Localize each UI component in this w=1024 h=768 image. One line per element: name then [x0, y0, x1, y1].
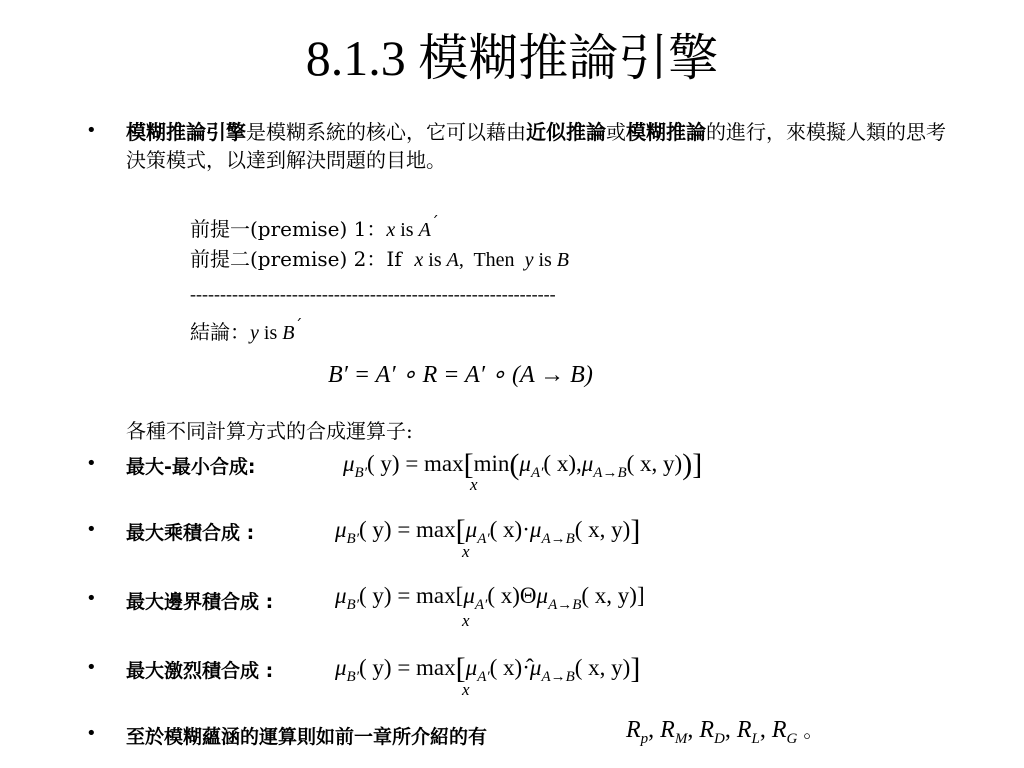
- premise-2-B: B: [556, 249, 570, 271]
- max-product-label: 最大乘積合成 :: [126, 522, 255, 544]
- max-subscript: x: [462, 680, 470, 699]
- eq-lhs: ( y) = max: [367, 451, 464, 476]
- R-symbol: R: [736, 717, 752, 743]
- premise-2: [190, 247, 569, 272]
- sub-AtoB: A→B: [593, 465, 627, 481]
- max-subscript: x: [470, 475, 478, 494]
- mu-symbol: μ: [463, 583, 475, 608]
- intro-term-engine: 模糊推論引擎: [126, 120, 246, 144]
- sub-D: D: [714, 731, 725, 747]
- premise-2-y: y: [524, 249, 534, 271]
- slide-title: 8.1.3 模糊推論引擎: [305, 30, 719, 86]
- bullet-dot: •: [86, 120, 97, 141]
- separator-dashes: -------------------------------------------------------------: [190, 284, 556, 304]
- eq-separator: ·̂: [522, 655, 530, 680]
- final-text: 至於模糊蘊涵的運算則如前一章所介紹的有: [126, 726, 488, 748]
- max-subscript: x: [462, 542, 470, 561]
- premise-2-then: , Then: [458, 249, 525, 271]
- sub-AtoB: A→B: [541, 669, 575, 685]
- mu-symbol: μ: [536, 583, 549, 608]
- intro-text-1: 是模糊系統的核心，它可以藉由: [246, 120, 526, 144]
- intro-term-approx: 近似推論: [526, 120, 606, 144]
- implication-operators: $R_p$, $R_M$, $R_D$, $R_L$, $R_G$ 。: [626, 717, 824, 747]
- eq-x: ( x): [489, 517, 523, 542]
- sub-Bprime: B′: [346, 531, 359, 547]
- mu-symbol: μ: [465, 517, 478, 542]
- bullet-dot: •: [86, 657, 97, 678]
- conclusion-y: y: [250, 322, 259, 344]
- sub-AtoB: A→B: [548, 597, 582, 613]
- premise-1-prefix: 前提一(premise) 1：: [190, 217, 387, 241]
- mu-symbol: μ: [529, 517, 542, 542]
- max-min-label: 最大-最小合成:: [126, 456, 256, 478]
- main-equation: B′ = A′ ∘ R = A′ ∘ (A → B): [328, 362, 593, 388]
- premise-1-is: is: [395, 219, 419, 241]
- drastic-product-label: 最大激烈積合成 :: [126, 660, 274, 682]
- sub-p: p: [640, 731, 649, 747]
- bullet-dot: •: [86, 723, 97, 744]
- premise-1-prime: ´: [430, 213, 439, 232]
- max-min-equation: $\mu_{B'}$( $y) = \max[\min(\mu_{A'}$( $x),\mu_{A\to B}$( x, y))]: [343, 448, 703, 481]
- premise-2-prefix: 前提二(premise) 2：If: [190, 247, 415, 271]
- mu-symbol: μ: [343, 451, 355, 476]
- R-symbol: R: [699, 717, 715, 743]
- conclusion: [190, 314, 302, 345]
- final-period: 。: [803, 718, 824, 742]
- conclusion-is: is: [258, 322, 283, 344]
- premise-1-A: A: [418, 219, 431, 241]
- sub-Aprime: A′: [477, 669, 490, 685]
- sub-Aprime: A′: [477, 531, 490, 547]
- intro-text-2: 的進行，來模擬人類的思考決策模式，以達到解決問題的目地。: [126, 120, 946, 172]
- premise-2-A: A: [446, 249, 459, 271]
- sub-AtoB: A→B: [541, 531, 575, 547]
- mu-symbol: μ: [335, 583, 347, 608]
- R-symbol: R: [771, 717, 787, 743]
- eq-x: ( x): [487, 583, 520, 608]
- sub-Aprime: A′: [530, 465, 544, 481]
- mu-symbol: μ: [529, 655, 542, 680]
- eq-separator: ·: [522, 517, 530, 542]
- sub-Bprime: B′: [346, 597, 359, 613]
- bullet-dot: •: [86, 588, 97, 609]
- conclusion-B: B: [282, 322, 295, 344]
- eq-x: ( x): [489, 655, 523, 680]
- intro-term-fuzzy: 模糊推論: [626, 120, 706, 144]
- max-subscript: x: [462, 611, 470, 630]
- premise-1-x: x: [386, 219, 396, 241]
- bounded-product-label: 最大邊界積合成 :: [126, 591, 274, 613]
- sub-Bprime: B′: [354, 465, 367, 481]
- conclusion-prime: ´: [294, 316, 303, 335]
- eq-lhs: ( y) = max: [359, 583, 456, 608]
- premise-2-is2: is: [533, 249, 557, 271]
- mu-symbol: μ: [519, 451, 531, 476]
- operators-intro: 各種不同計算方式的合成運算子:: [126, 419, 413, 443]
- eq-separator: Θ: [519, 583, 537, 608]
- premise-2-x: x: [414, 249, 424, 271]
- bounded-product-equation: $\mu_{B'}$( $y) = \max[\mu_{A'}$( $x)\Theta\mu_{A\to B}$( x, y)]: [335, 583, 645, 613]
- sub-L: L: [751, 731, 760, 747]
- eq-xy: ( x, y): [626, 451, 683, 476]
- min-operator: min: [473, 451, 510, 476]
- bullet-dot: •: [86, 453, 97, 474]
- intro-text-or: 或: [606, 120, 626, 144]
- sub-M: M: [674, 731, 688, 747]
- mu-symbol: μ: [465, 655, 478, 680]
- eq-lhs: ( y) = max: [359, 517, 456, 542]
- bullet-dot: •: [86, 519, 97, 540]
- premise-1: [190, 211, 439, 242]
- eq-x: ( x): [543, 451, 576, 476]
- R-symbol: R: [626, 717, 641, 743]
- eq-xy: ( x, y): [581, 583, 637, 608]
- eq-lhs: ( y) = max: [359, 655, 456, 680]
- max-product-equation: $\mu_{B'}$( $y) = \max[\mu_{A'}$( $x)\cdot\mu_{A\to B}$( x, y)]: [335, 514, 641, 547]
- R-symbol: R: [660, 717, 675, 743]
- drastic-product-equation: $\mu_{B'}$( $y) = \max[\mu_{A'}$( $x)\cdot̂\mu_{A\to B}$( x, y)]: [335, 652, 641, 685]
- eq-xy: ( x, y): [574, 655, 631, 680]
- conclusion-prefix: 結論：: [190, 320, 250, 344]
- sub-G: G: [786, 731, 798, 747]
- premise-2-is1: is: [423, 249, 447, 271]
- mu-symbol: μ: [335, 517, 347, 542]
- eq-xy: ( x, y): [574, 517, 631, 542]
- eq-separator: ,: [576, 451, 582, 476]
- intro-paragraph: [126, 118, 946, 174]
- mu-symbol: μ: [335, 655, 347, 680]
- sub-Bprime: B′: [346, 669, 359, 685]
- mu-symbol: μ: [581, 451, 594, 476]
- sub-Aprime: A′: [474, 597, 488, 613]
